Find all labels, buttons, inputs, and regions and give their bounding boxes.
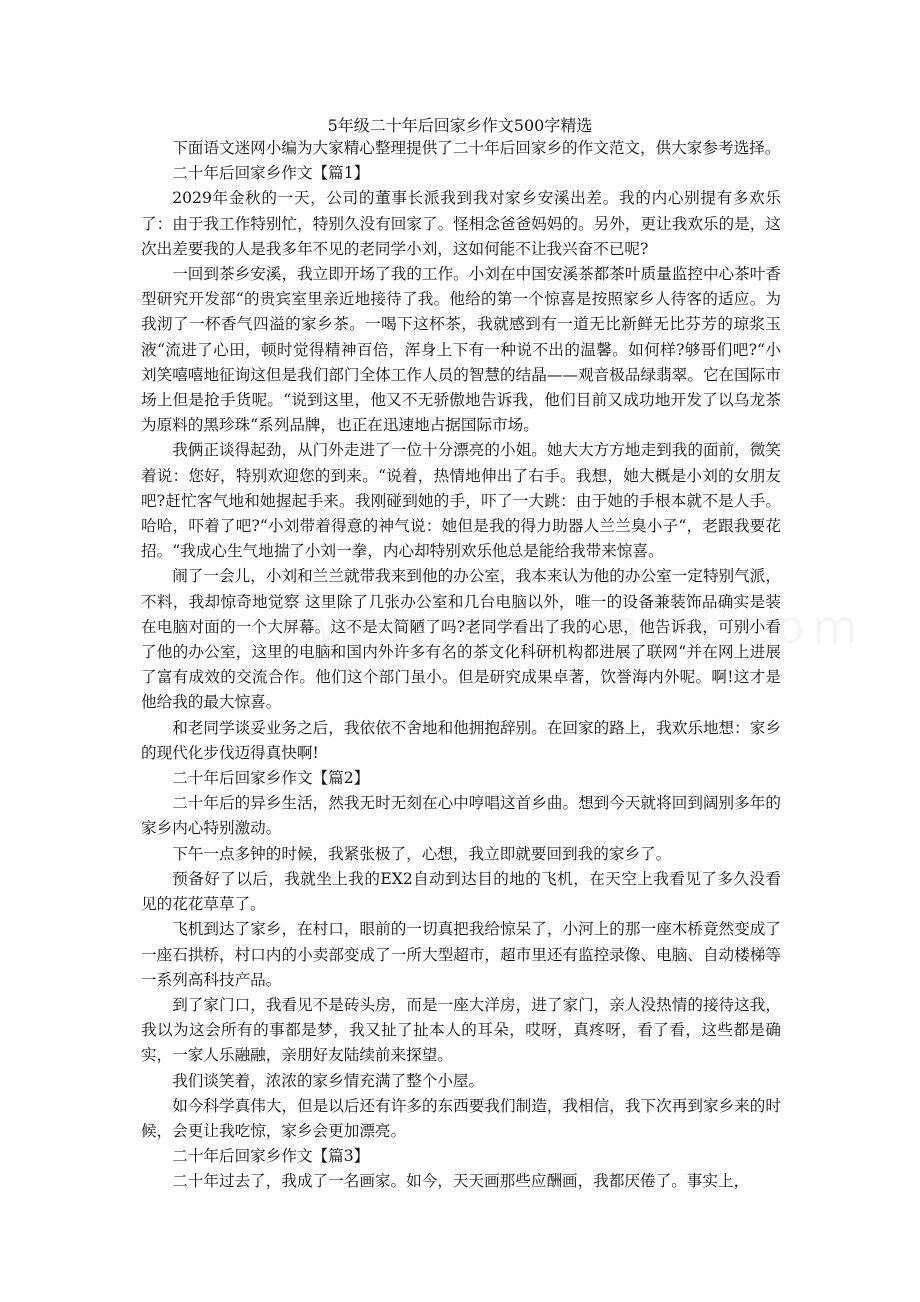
paragraph: 闹了一会儿，小刘和兰兰就带我来到他的办公室，我本来认为他的办公室一定特别气派，不料，我却惊奇地觉察 这里除了几张办公室和几台电脑以外，唯一的设备兼装饰品确实是装在电脑对面的一个大屏幕。这不是太简陋了吗?老同学看出了我的心思，他告诉我，可别小看了他的办公室，这里的电脑和国内外许多有名的茶文化科研机构都进展了联网“并在网上进展了富有成效的交流合作。他们这个部门虽小。但是研究成果卓著，饮誉海内外呢。啊!这才是他给我的最大惊喜。 <box>141 567 781 712</box>
paragraph: 到了家门口，我看见不是砖头房，而是一座大洋房，进了家门，亲人没热情的接待这我，我以为这会所有的事都是梦，我又扯了扯本人的耳朵，哎呀，真疼呀，看了看，这些都是确实，一家人乐融融，亲朋好友陆续前来探望。 <box>141 995 781 1065</box>
paragraph: 我们谈笑着，浓浓的家乡情充满了整个小屋。 <box>172 1071 485 1090</box>
paragraph: 如今科学真伟大，但是以后还有许多的东西要我们制造，我相信，我下次再到家乡来的时候，会更让我吃惊，家乡会更加漂亮。 <box>141 1096 781 1140</box>
intro-paragraph: 下面语文迷网小编为大家精心整理提供了二十年后回家乡的作文范文，供大家参考选择。 <box>172 139 781 157</box>
document-title: 5年级二十年后回家乡作文500字精选 <box>327 116 593 135</box>
document-body <box>141 136 781 1195</box>
paragraph: 飞机到达了家乡，在村口，眼前的一切真把我给惊呆了，小河上的那一座木桥竟然变成了一座石拱桥，村口内的小卖部变成了一所大型超市，超市里还有监控录像、电脑、自动楼梯等一系列高科技产品。 <box>141 920 781 989</box>
section-heading-2: 二十年后回家乡作文【篇2】 <box>172 769 370 788</box>
paragraph: 一回到茶乡安溪，我立即开场了我的工作。小刘在中国安溪茶都茶叶质量监控中心茶叶香型研究开发部“的贵宾室里亲近地接待了我。他给的第一个惊喜是按照家乡人待客的适应。为我沏了一杯香气四溢的家乡茶。一喝下这杯茶，我就感到有一道无比新鲜无比芬芳的琼浆玉液“流进了心田，顿时觉得精神百倍，浑身上下有一种说不出的温馨。如何样?够哥们吧?“小刘笑嘻嘻地征询这但是我们部门全体工作人员的智慧的结晶——观音极品绿翡翠。它在国际市场上但是抢手货呢。“说到这里，他又不无骄傲地告诉我，他们目前又成功地开发了以乌龙茶为原料的黑珍珠“系列品牌，也正在迅速地占据国际市场。 <box>141 265 781 435</box>
paragraph: 预备好了以后，我就坐上我的EX2自动到达目的地的飞机，在天空上我看见了多久没看见的花花草草了。 <box>141 869 781 914</box>
paragraph: 下午一点多钟的时候，我紧张极了，心想，我立即就要回到我的家乡了。 <box>172 844 672 863</box>
section-heading-3: 二十年后回家乡作文【篇3】 <box>172 1147 370 1166</box>
paragraph: 2029年金秋的一天，公司的董事长派我到我对家乡安溪出差。我的内心别提有多欢乐了：由于我工作特别忙，特别久没有回家了。怪相念爸爸妈妈的。另外，更让我欢乐的是，这次出差要我的人是我多年不见的老同学小刘，这如何能不让我兴奋不已呢? <box>141 189 781 258</box>
section-heading-1: 二十年后回家乡作文【篇1】 <box>172 164 370 183</box>
paragraph: 二十年后的异乡生活，然我无时无刻在心中哼唱这首乡曲。想到今天就将回到阔别多年的家乡内心特别激动。 <box>141 794 781 838</box>
paragraph: 和老同学谈妥业务之后，我依依不舍地和他拥抱辞别。在回家的路上，我欢乐地想：家乡的现代化步伐迈得真快啊! <box>141 718 781 762</box>
paragraph: 二十年过去了，我成了一名画家。如今，天天画那些应酬画，我都厌倦了。事实上， <box>172 1172 750 1191</box>
paragraph: 我俩正谈得起劲，从门外走进了一位十分漂亮的小姐。她大大方方地走到我的面前，微笑着说：您好，特别欢迎您的到来。“说着，热情地伸出了右手。我想，她大概是小刘的女朋友吧?赶忙客气地和她握起手来。我刚碰到她的手，吓了一大跳：由于她的手根本就不是人手。哈哈，吓着了吧?“小刘带着得意的神气说：她但是我的得力助器人兰兰臭小子“，老跟我要花招。“我成心生气地揣了小刘一拳，内心却特别欢乐他总是能给我带来惊喜。 <box>141 441 781 561</box>
